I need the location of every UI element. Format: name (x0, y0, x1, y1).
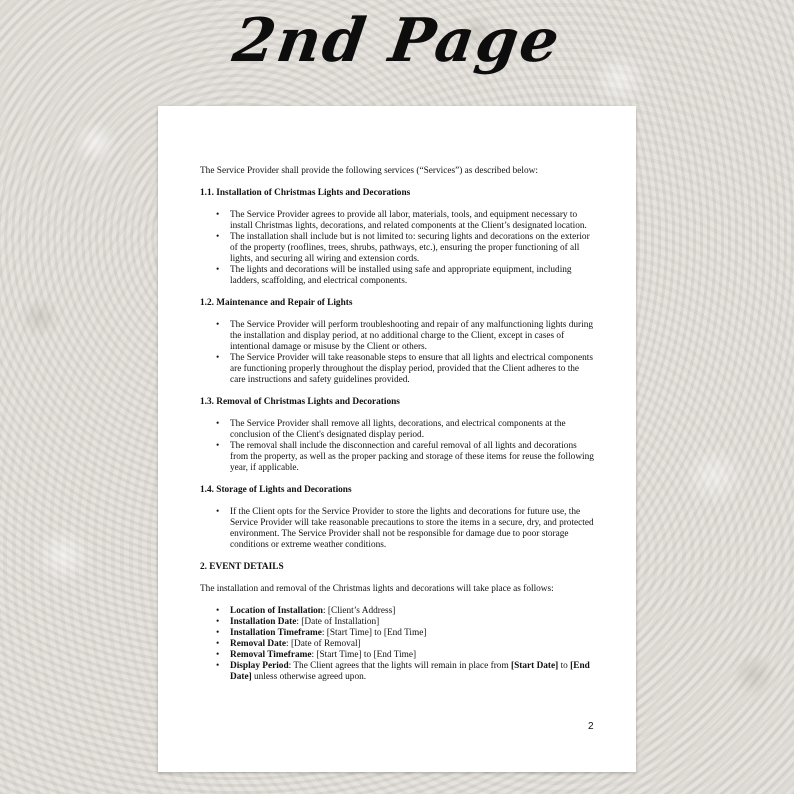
field-label: Removal Timeframe (230, 650, 312, 660)
field-label: Installation Timeframe (230, 628, 322, 638)
event-details-heading: 2. EVENT DETAILS (200, 562, 284, 572)
list-item-install-date (230, 617, 596, 628)
field-value: : [Date of Removal] (286, 639, 361, 649)
event-intro: The installation and removal of the Christmas lights and decorations will take place as follows: (200, 584, 554, 594)
section-list (200, 419, 596, 474)
section-heading: 1.1. Installation of Christmas Lights and Decorations (200, 188, 411, 198)
list-item: • If the Client opts for the Service Provider to store the lights and decorations for future use, the Service Provider will take reasonable precautions to store the items in a secure, dry, and protected environment. The Service Provider shall not be responsible for damage due to poor storage conditions or extreme weather conditions. (230, 507, 596, 551)
field-label: Removal Date (230, 639, 287, 649)
field-value: : [Start Time] to [End Time] (311, 650, 417, 660)
list-item: • The installation shall include but is not limited to: securing lights and decorations on the exterior of the property (rooflines, trees, shrubs, pathways, etc.), ensuring the proper functioning of all lights, and securing all wiring and extension cords. (230, 232, 596, 265)
field-value: unless otherwise agreed upon. (251, 672, 367, 682)
list-item-location (230, 606, 596, 617)
list-item: • The lights and decorations will be installed using safe and appropriate equipment, including ladders, scaffolding, and electrical components. (230, 265, 596, 287)
field-label: Display Period (230, 661, 289, 671)
field-value: : [Start Time] to [End Time] (321, 628, 427, 638)
list-item: • The Service Provider shall remove all lights, decorations, and electrical components at the conclusion of the Client's designated display period. (230, 419, 596, 441)
list-item: • The Service Provider will take reasonable steps to ensure that all lights and electrical components are functioning properly throughout the display period, provided that the Client adheres to the care instructions and safety guidelines provided. (230, 353, 596, 386)
list-item: • The Service Provider will perform troubleshooting and repair of any malfunctioning lights during the installation and display period, at no additional charge to the Client, except in cases of intentional damage or misuse by the Client or others. (230, 320, 596, 353)
list-item-removal-time (230, 650, 596, 661)
field-label: Installation Date (230, 617, 297, 627)
section-heading: 1.2. Maintenance and Repair of Lights (200, 298, 353, 308)
start-date: [Start Date] (511, 661, 559, 671)
list-item-removal-date (230, 639, 596, 650)
field-label: Location of Installation (230, 606, 323, 616)
section-list (200, 210, 596, 287)
document-body (200, 166, 596, 694)
event-details-list (200, 606, 596, 683)
section-heading: 1.4. Storage of Lights and Decorations (200, 485, 352, 495)
end-date: [End Date] (230, 661, 590, 682)
field-value: : [Date of Installation] (296, 617, 380, 627)
section-list (200, 320, 596, 386)
intro-paragraph: The Service Provider shall provide the following services (“Services”) as described below: (200, 166, 538, 176)
field-value: to (558, 661, 571, 671)
list-item-display-period (230, 661, 596, 683)
list-item: • The removal shall include the disconnection and careful removal of all lights and decorations from the property, as well as the proper packing and storage of these items for reuse the following year, if applicable. (230, 441, 596, 474)
section-list (200, 507, 596, 551)
list-item-install-time (230, 628, 596, 639)
page-title: 2nd Page (228, 6, 566, 76)
field-value: : The Client agrees that the lights will remain in place from (288, 661, 512, 671)
section-heading: 1.3. Removal of Christmas Lights and Decorations (200, 397, 400, 407)
page-number: 2 (588, 721, 594, 732)
field-value: : [Client’s Address] (322, 606, 396, 616)
document-page (158, 106, 636, 772)
list-item: • The Service Provider agrees to provide all labor, materials, tools, and equipment necessary to install Christmas lights, decorations, and related components at the Client’s designated location. (230, 210, 596, 232)
